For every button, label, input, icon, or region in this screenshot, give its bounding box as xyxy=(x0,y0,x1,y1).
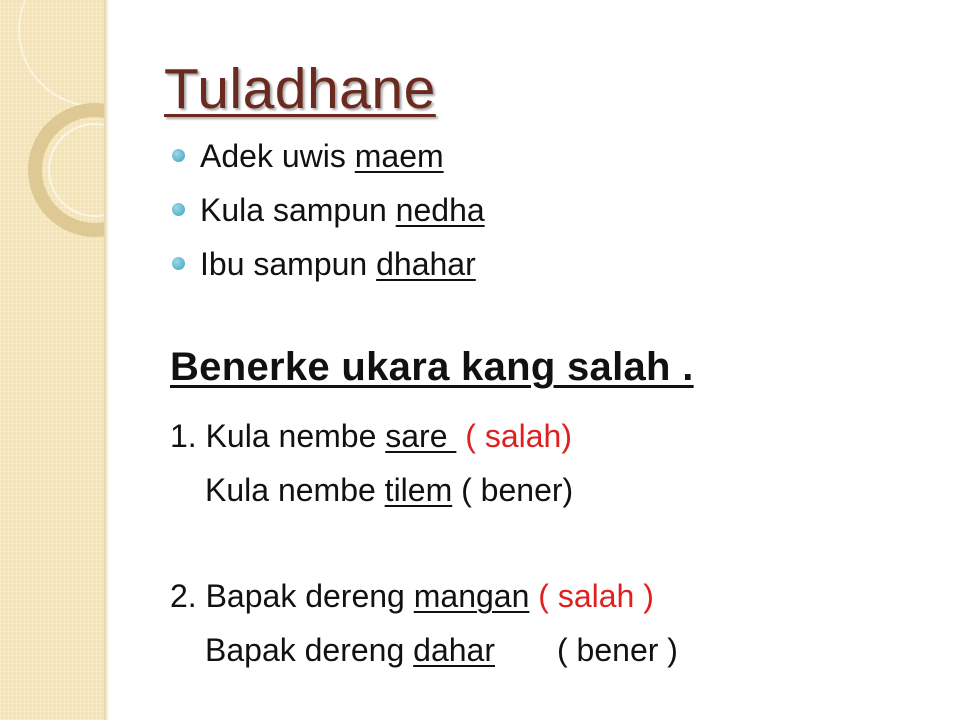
example-text: Kula sampun xyxy=(200,192,396,228)
exercise-2-right-line xyxy=(205,632,678,669)
example-item xyxy=(172,242,485,296)
example-word: maem xyxy=(354,138,444,174)
bullet-dot-icon xyxy=(172,149,185,162)
sentence-text: Bapak dereng xyxy=(205,578,414,614)
underlined-word: tilem xyxy=(384,472,453,508)
decorative-rings xyxy=(0,0,104,720)
underlined-word: dahar xyxy=(413,632,495,668)
sentence-text: Kula nembe xyxy=(205,472,385,508)
right-mark: ( bener ) xyxy=(557,632,678,668)
item-number: 1. xyxy=(170,418,197,454)
example-item xyxy=(172,188,485,242)
item-number: 2. xyxy=(170,578,197,614)
exercise-1-right-line xyxy=(205,472,573,509)
example-text: Ibu sampun xyxy=(200,246,377,282)
exercise-1-wrong-line xyxy=(170,418,572,455)
example-text: Adek uwis xyxy=(200,138,355,174)
example-word: dhahar xyxy=(376,246,476,282)
sentence-text: Kula nembe xyxy=(205,418,386,454)
decorative-side-band xyxy=(0,0,104,720)
example-word: nedha xyxy=(395,192,485,228)
wrong-mark: ( salah ) xyxy=(538,578,654,614)
side-band-edge xyxy=(104,0,109,720)
exercise-heading: Benerke ukara kang salah . xyxy=(170,345,694,389)
underlined-word: sare xyxy=(385,418,457,454)
exercise-2-wrong-line xyxy=(170,578,654,615)
bullet-dot-icon xyxy=(172,203,185,216)
bullet-dot-icon xyxy=(172,257,185,270)
underlined-word: mangan xyxy=(413,578,530,614)
right-mark: ( bener) xyxy=(461,472,574,508)
example-item xyxy=(172,134,485,188)
sentence-text: Bapak dereng xyxy=(205,632,414,668)
wrong-mark: ( salah) xyxy=(465,418,572,454)
slide-title: Tuladhane xyxy=(164,57,436,121)
example-list xyxy=(172,134,485,296)
